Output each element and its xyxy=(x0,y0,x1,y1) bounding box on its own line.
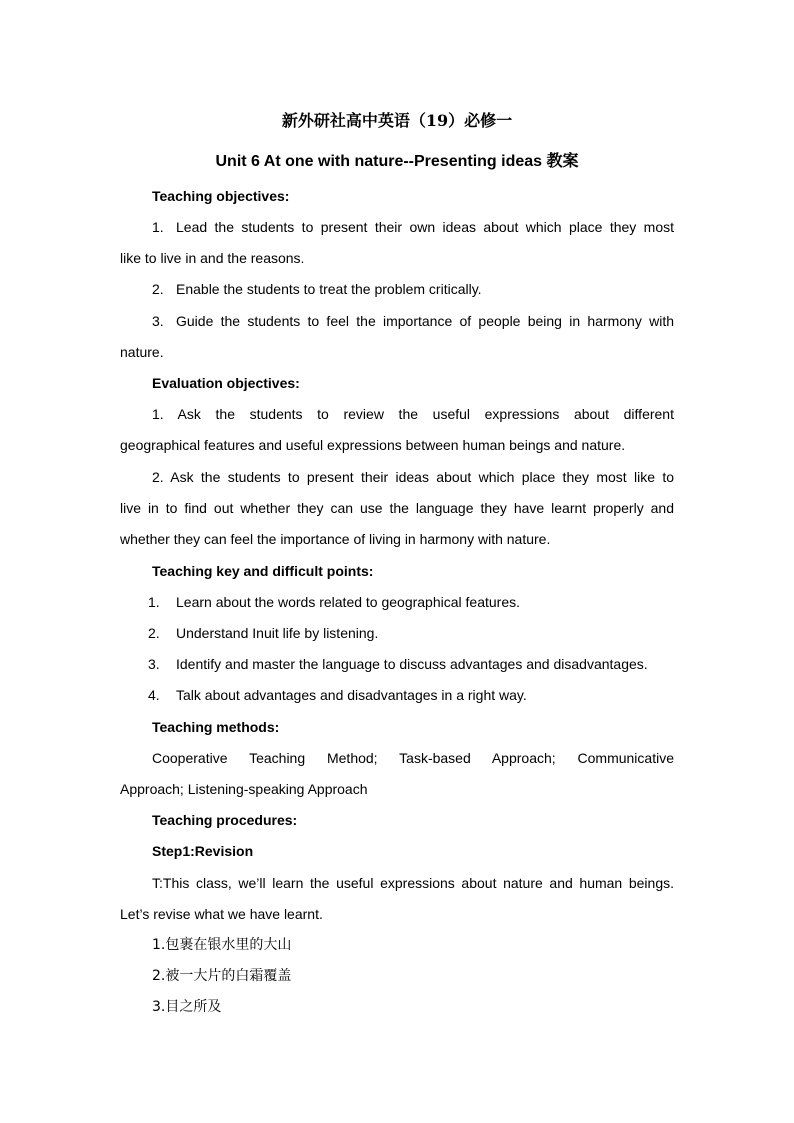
evaluation-2-line3: whether they can feel the importance of living in harmony with nature. xyxy=(120,531,551,547)
objective-1-line2: like to live in and the reasons. xyxy=(120,250,305,266)
evaluation-1-line2: geographical features and useful expressions between human beings and nature. xyxy=(120,437,626,453)
revision-item-1: 1.包裹在银水里的大山 xyxy=(152,937,292,953)
document-subtitle: Unit 6 At one with nature--Presenting ideas 教案 xyxy=(215,153,579,170)
revision-item-3: 3.目之所及 xyxy=(152,999,222,1015)
objective-3-line1: 3. Guide the students to feel the importance of people being in harmony with xyxy=(152,313,674,329)
heading-teaching-procedures: Teaching procedures: xyxy=(152,812,298,828)
objective-3-line2: nature. xyxy=(120,344,164,360)
objective-2: 2. Enable the students to treat the problem critically. xyxy=(152,281,482,297)
objective-1-line1: 1. Lead the students to present their own ideas about which place they most xyxy=(152,219,674,235)
revision-item-2: 2.被一大片的白霜覆盖 xyxy=(152,968,292,984)
document-title: 新外研社高中英语（19）必修一 xyxy=(281,111,513,130)
key-point-1: 1. Learn about the words related to geographical features. xyxy=(148,594,521,610)
key-point-2: 2. Understand Inuit life by listening. xyxy=(148,625,379,641)
key-point-3: 3. Identify and master the language to discuss advantages and disadvantages. xyxy=(148,656,648,672)
evaluation-1-line1: 1. Ask the students to review the useful expressions about different xyxy=(152,406,674,422)
key-point-4: 4. Talk about advantages and disadvantages in a right way. xyxy=(148,687,527,703)
methods-line1: Cooperative Teaching Method; Task-based Approach; Communicative xyxy=(152,750,674,766)
heading-key-points: Teaching key and difficult points: xyxy=(152,563,374,579)
procedure-t-line1: T:This class, we’ll learn the useful expressions about nature and human beings. xyxy=(152,875,674,891)
heading-teaching-methods: Teaching methods: xyxy=(152,719,280,735)
evaluation-2-line2: live in to find out whether they can use the language they have learnt properly and xyxy=(120,500,674,516)
evaluation-2-line1: 2. Ask the students to present their ideas about which place they most like to xyxy=(152,469,674,485)
heading-teaching-objectives: Teaching objectives: xyxy=(152,188,290,204)
heading-evaluation-objectives: Evaluation objectives: xyxy=(152,375,300,391)
step1-heading: Step1:Revision xyxy=(152,843,254,859)
methods-line2: Approach; Listening-speaking Approach xyxy=(120,781,368,797)
procedure-t-line2: Let’s revise what we have learnt. xyxy=(120,906,323,922)
